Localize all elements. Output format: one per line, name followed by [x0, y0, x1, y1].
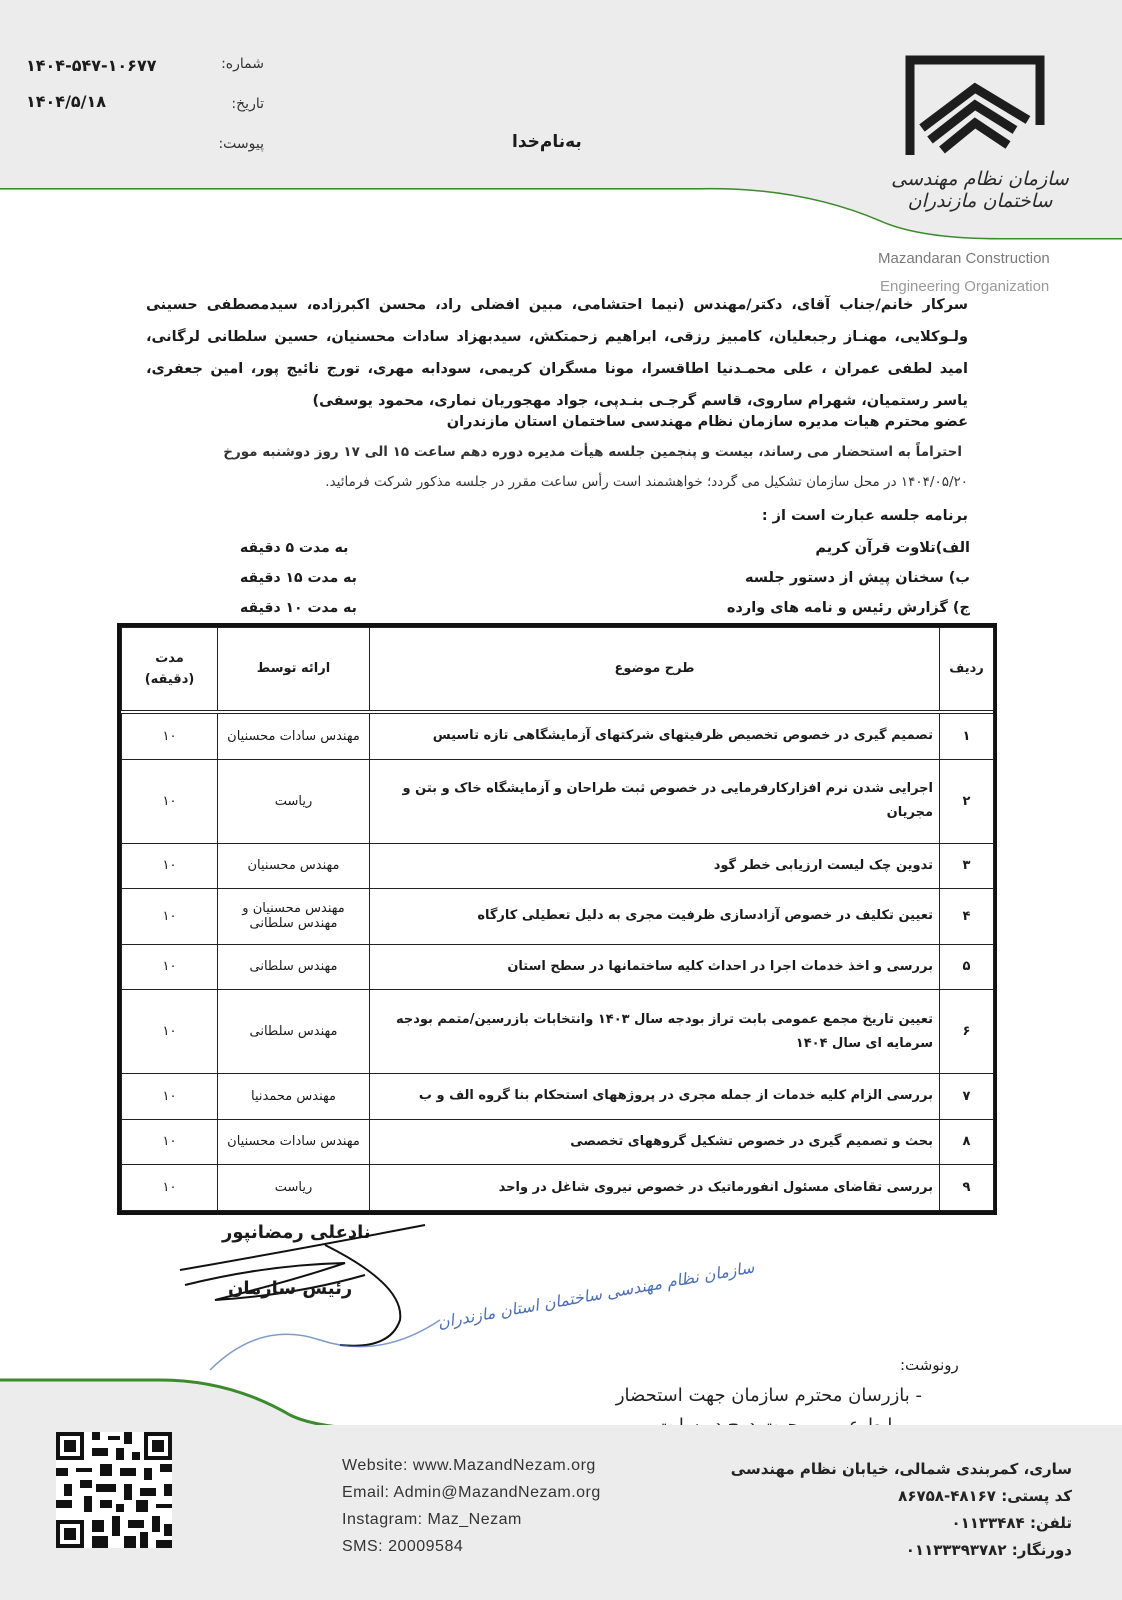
row-topic: بحث و تصمیم گیری در خصوص تشکیل گروههای تخصصی — [370, 1119, 940, 1165]
row-number: ۹ — [940, 1165, 994, 1211]
footer-phone: تلفن: ۰۱۱۳۳۴۸۴ — [951, 1514, 1072, 1532]
date-label: تاریخ: — [231, 96, 264, 112]
row-topic: تعیین تکلیف در خصوص آزادسازی ظرفیت مجری به دلیل تعطیلی کارگاه — [370, 889, 940, 944]
table-row — [122, 843, 994, 889]
organization-name-en-line2: Engineering Organization — [880, 278, 1050, 295]
header-duration-unit: (دقیقه) — [144, 671, 195, 687]
footer-postal-code: کد پستی: ۴۸۱۶۷-۸۶۷۵۸ — [898, 1487, 1072, 1505]
signatory-title: رئیس سازمان — [228, 1278, 353, 1299]
table-row — [122, 1073, 994, 1119]
table-row — [122, 712, 994, 760]
row-duration: ۱۰ — [122, 1165, 218, 1211]
header-duration — [122, 628, 218, 712]
intro-line-2: ۱۴۰۴/۰۵/۲۰ در محل سازمان تشکیل می گردد؛ خواهشمند است رأس ساعت مقرر در جلسه مذکور شرکت فرمائید. — [325, 474, 968, 490]
agenda-table — [117, 623, 997, 1215]
row-number: ۱ — [940, 712, 994, 760]
table-header-row — [122, 628, 994, 712]
row-presenter: ریاست — [218, 1165, 370, 1211]
program-item-duration: به مدت ۵ دقیقه — [240, 540, 349, 556]
footer-sms: SMS: 20009584 — [342, 1538, 464, 1555]
header-presenter: ارائه توسط — [218, 628, 370, 712]
program-item-duration: به مدت ۱۵ دقیقه — [240, 570, 357, 586]
row-presenter: ریاست — [218, 760, 370, 844]
program-item-label: ب) سخنان پیش از دستور جلسه — [744, 570, 970, 586]
cc-title: رونوشت: — [900, 1356, 959, 1374]
footer-email: Email: Admin@MazandNezam.org — [342, 1484, 601, 1501]
row-number: ۵ — [940, 944, 994, 990]
row-presenter: مهندس سلطانی — [218, 944, 370, 990]
table-row — [122, 760, 994, 844]
row-number: ۶ — [940, 990, 994, 1074]
header-duration-label: مدت — [155, 650, 184, 666]
row-duration: ۱۰ — [122, 1073, 218, 1119]
header-row-number: ردیف — [940, 628, 994, 712]
row-topic: بررسی الزام کلیه خدمات از جمله مجری در پروژههای استحکام بنا گروه الف و ب — [370, 1073, 940, 1119]
row-duration: ۱۰ — [122, 760, 218, 844]
organization-logo-icon — [900, 50, 1050, 160]
row-number: ۸ — [940, 1119, 994, 1165]
footer-website: Website: www.MazandNezam.org — [342, 1457, 596, 1474]
row-duration: ۱۰ — [122, 1119, 218, 1165]
organization-name-en-line1: Mazandaran Construction — [878, 250, 1050, 267]
table-row — [122, 1119, 994, 1165]
program-item-label: الف)تلاوت قرآن کریم — [815, 540, 970, 556]
number-label: شماره: — [221, 56, 264, 72]
letter-date: ۱۴۰۴/۵/۱۸ — [26, 92, 107, 111]
letter-number: ۱۴۰۴-۵۴۷-۱۰۶۷۷ — [26, 56, 157, 75]
row-number: ۴ — [940, 889, 994, 944]
row-duration: ۱۰ — [122, 990, 218, 1074]
intro-line-1: احتراماً به استحضار می رساند، بیست و پنجمین جلسه هیأت مدیره دوره دهم ساعت ۱۵ الی ۱۷ روز دوشنبه مورخ — [223, 444, 962, 460]
row-presenter: مهندس محمدنیا — [218, 1073, 370, 1119]
program-item-label: ج) گزارش رئیس و نامه های وارده — [726, 600, 970, 616]
row-topic: تعیین تاریخ مجمع عمومی بابت تراز بودجه سال ۱۴۰۳ وانتخابات بازرسین/متمم بودجه سرمایه ای سال ۱۴۰۴ — [370, 990, 940, 1074]
row-presenter: مهندس محسنیان و مهندس سلطانی — [218, 889, 370, 944]
row-duration: ۱۰ — [122, 843, 218, 889]
row-duration: ۱۰ — [122, 944, 218, 990]
header-topic: طرح موضوع — [370, 628, 940, 712]
row-number: ۳ — [940, 843, 994, 889]
organization-name-fa: سازمان نظام مهندسی ساختمان مازندران — [891, 168, 1069, 212]
row-duration: ۱۰ — [122, 889, 218, 944]
signatory-name: نادعلی رمضانپور — [222, 1222, 371, 1243]
program-title: برنامه جلسه عبارت است از : — [761, 508, 968, 524]
footer-fax: دورنگار: ۰۱۱۳۳۳۹۳۷۸۲ — [905, 1541, 1072, 1559]
row-topic: اجرایی شدن نرم افزارکارفرمایی در خصوص ثبت طراحان و آزمایشگاه خاک و بتن و مجریان — [370, 760, 940, 844]
member-line: عضو محترم هیات مدیره سازمان نظام مهندسی ساختمان استان مازندران — [446, 414, 968, 430]
row-duration: ۱۰ — [122, 712, 218, 760]
table-row — [122, 1165, 994, 1211]
table-row — [122, 990, 994, 1074]
attachment-label: پیوست: — [218, 136, 264, 152]
row-presenter: مهندس سادات محسنیان — [218, 712, 370, 760]
table-row — [122, 889, 994, 944]
row-topic: بررسی تقاضای مسئول انفورماتیک در خصوص نیروی شاغل در واحد — [370, 1165, 940, 1211]
svg-text:سازمان نظام مهندسی ساختمان است: سازمان نظام مهندسی ساختمان استان مازندران — [436, 1257, 756, 1332]
cc-item: - بازرسان محترم سازمان جهت استحضار — [615, 1385, 922, 1406]
row-presenter: مهندس محسنیان — [218, 843, 370, 889]
row-topic: تصمیم گیری در خصوص تخصیص ظرفیتهای شرکتهای آزمایشگاهی تازه تاسیس — [370, 712, 940, 760]
row-number: ۲ — [940, 760, 994, 844]
row-topic: بررسی و اخذ خدمات اجرا در احداث کلیه ساختمانها در سطح استان — [370, 944, 940, 990]
row-number: ۷ — [940, 1073, 994, 1119]
table-row — [122, 944, 994, 990]
footer-instagram: Instagram: Maz_Nezam — [342, 1511, 522, 1528]
basmala-heading: به‌نام‌خدا — [512, 132, 582, 152]
qr-code-icon — [56, 1432, 172, 1548]
row-topic: تدوین چک لیست ارزیابی خطر گود — [370, 843, 940, 889]
row-presenter: مهندس سلطانی — [218, 990, 370, 1074]
addressees-paragraph: سرکار خانم/جناب آقای، دکتر/مهندس (نیما احتشامی، مبین افضلی راد، محسن اکبرزاده، سیدمصطفی حسینی ولـوکلایی، مهنـاز رجبعلیان، کامبیز رزقی، ابراهیم زحمتکش، سیدبهزاد سادات محسنیان، حسین سلطانی لرگانی، امید لطفی عمران ، علی محمـدنیا اطاقسرا، مونا مسگران کریمی، سودابه مهری، تورج نائیج پور، امین جعفری، یاسر رستمیان، شهرام ساروی، قاسم گرجـی بنـدپی، جواد مهجوریان نماری، محمود یوسفی) — [146, 297, 968, 409]
row-presenter: مهندس سادات محسنیان — [218, 1119, 370, 1165]
program-item-duration: به مدت ۱۰ دقیقه — [240, 600, 357, 616]
footer-address: ساری، کمربندی شمالی، خیابان نظام مهندسی — [730, 1460, 1072, 1478]
